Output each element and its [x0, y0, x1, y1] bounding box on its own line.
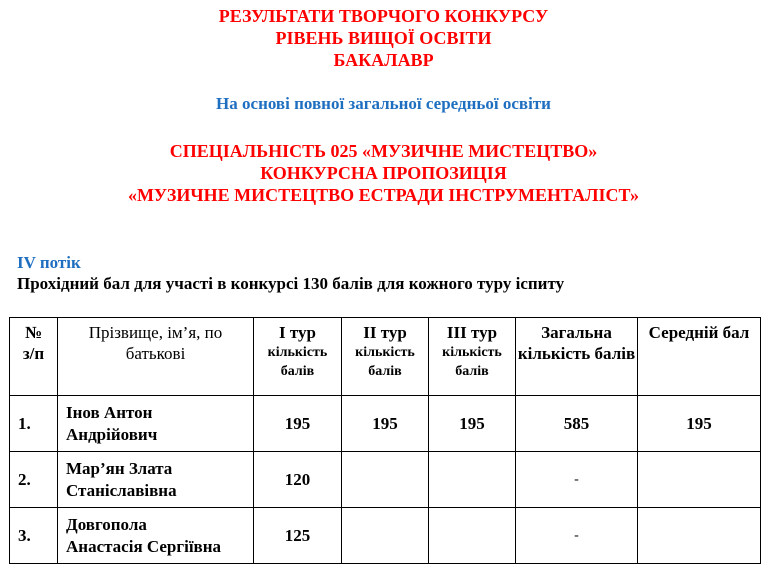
- specialty-line-1: СПЕЦІАЛЬНІСТЬ 025 «МУЗИЧНЕ МИСТЕЦТВО»: [169, 141, 598, 161]
- row-round-2: [342, 508, 429, 564]
- header-round-1: І тур кількість балів: [254, 318, 342, 396]
- row-name: Довгопола Анастасія Сергіївна: [58, 508, 254, 564]
- header-average: Середній бал: [638, 318, 761, 396]
- row-total: 585: [516, 396, 638, 452]
- row-average: 195: [638, 396, 761, 452]
- row-name: Інов Антон Андрійович: [58, 396, 254, 452]
- row-number: 1.: [10, 396, 58, 452]
- specialty-line-3: «МУЗИЧНЕ МИСТЕЦТВО ЕСТРАДИ ІНСТРУМЕНТАЛІСТ»: [127, 185, 640, 205]
- table-row: [10, 452, 761, 508]
- row-round-3: [429, 452, 516, 508]
- header-round-3: ІІІ тур кількість балів: [429, 318, 516, 396]
- table-header-row: [10, 318, 761, 396]
- row-round-1: 120: [254, 452, 342, 508]
- row-number: 2.: [10, 452, 58, 508]
- results-title: [0, 5, 767, 71]
- title-line-3: БАКАЛАВР: [333, 50, 434, 70]
- specialty-title: [0, 140, 767, 206]
- table-row: [10, 396, 761, 452]
- header-number: № з/п: [10, 318, 58, 396]
- specialty-line-2: КОНКУРСНА ПРОПОЗИЦІЯ: [260, 163, 507, 183]
- row-average: [638, 452, 761, 508]
- row-round-2: 195: [342, 396, 429, 452]
- row-average: [638, 508, 761, 564]
- row-round-3: [429, 508, 516, 564]
- header-total: Загальна кількість балів: [516, 318, 638, 396]
- education-basis-subtitle: На основі повної загальної середньої освіти: [216, 94, 551, 113]
- row-number: 3.: [10, 508, 58, 564]
- title-line-1: РЕЗУЛЬТАТИ ТВОРЧОГО КОНКУРСУ: [218, 6, 549, 26]
- row-total: -: [516, 508, 638, 564]
- stream-label: IV потік: [17, 253, 81, 272]
- row-round-1: 195: [254, 396, 342, 452]
- title-line-2: РІВЕНЬ ВИЩОЇ ОСВІТИ: [275, 28, 492, 48]
- row-name: Мар’ян Злата Станіславівна: [58, 452, 254, 508]
- table-row: [10, 508, 761, 564]
- header-name: Прізвище, ім’я, по батькові: [58, 318, 254, 396]
- row-round-3: 195: [429, 396, 516, 452]
- row-round-1: 125: [254, 508, 342, 564]
- results-table: [9, 317, 761, 564]
- passing-score-note: Прохідний бал для участі в конкурсі 130 балів для кожного туру іспиту: [17, 274, 565, 293]
- row-total: -: [516, 452, 638, 508]
- row-round-2: [342, 452, 429, 508]
- header-round-2: ІІ тур кількість балів: [342, 318, 429, 396]
